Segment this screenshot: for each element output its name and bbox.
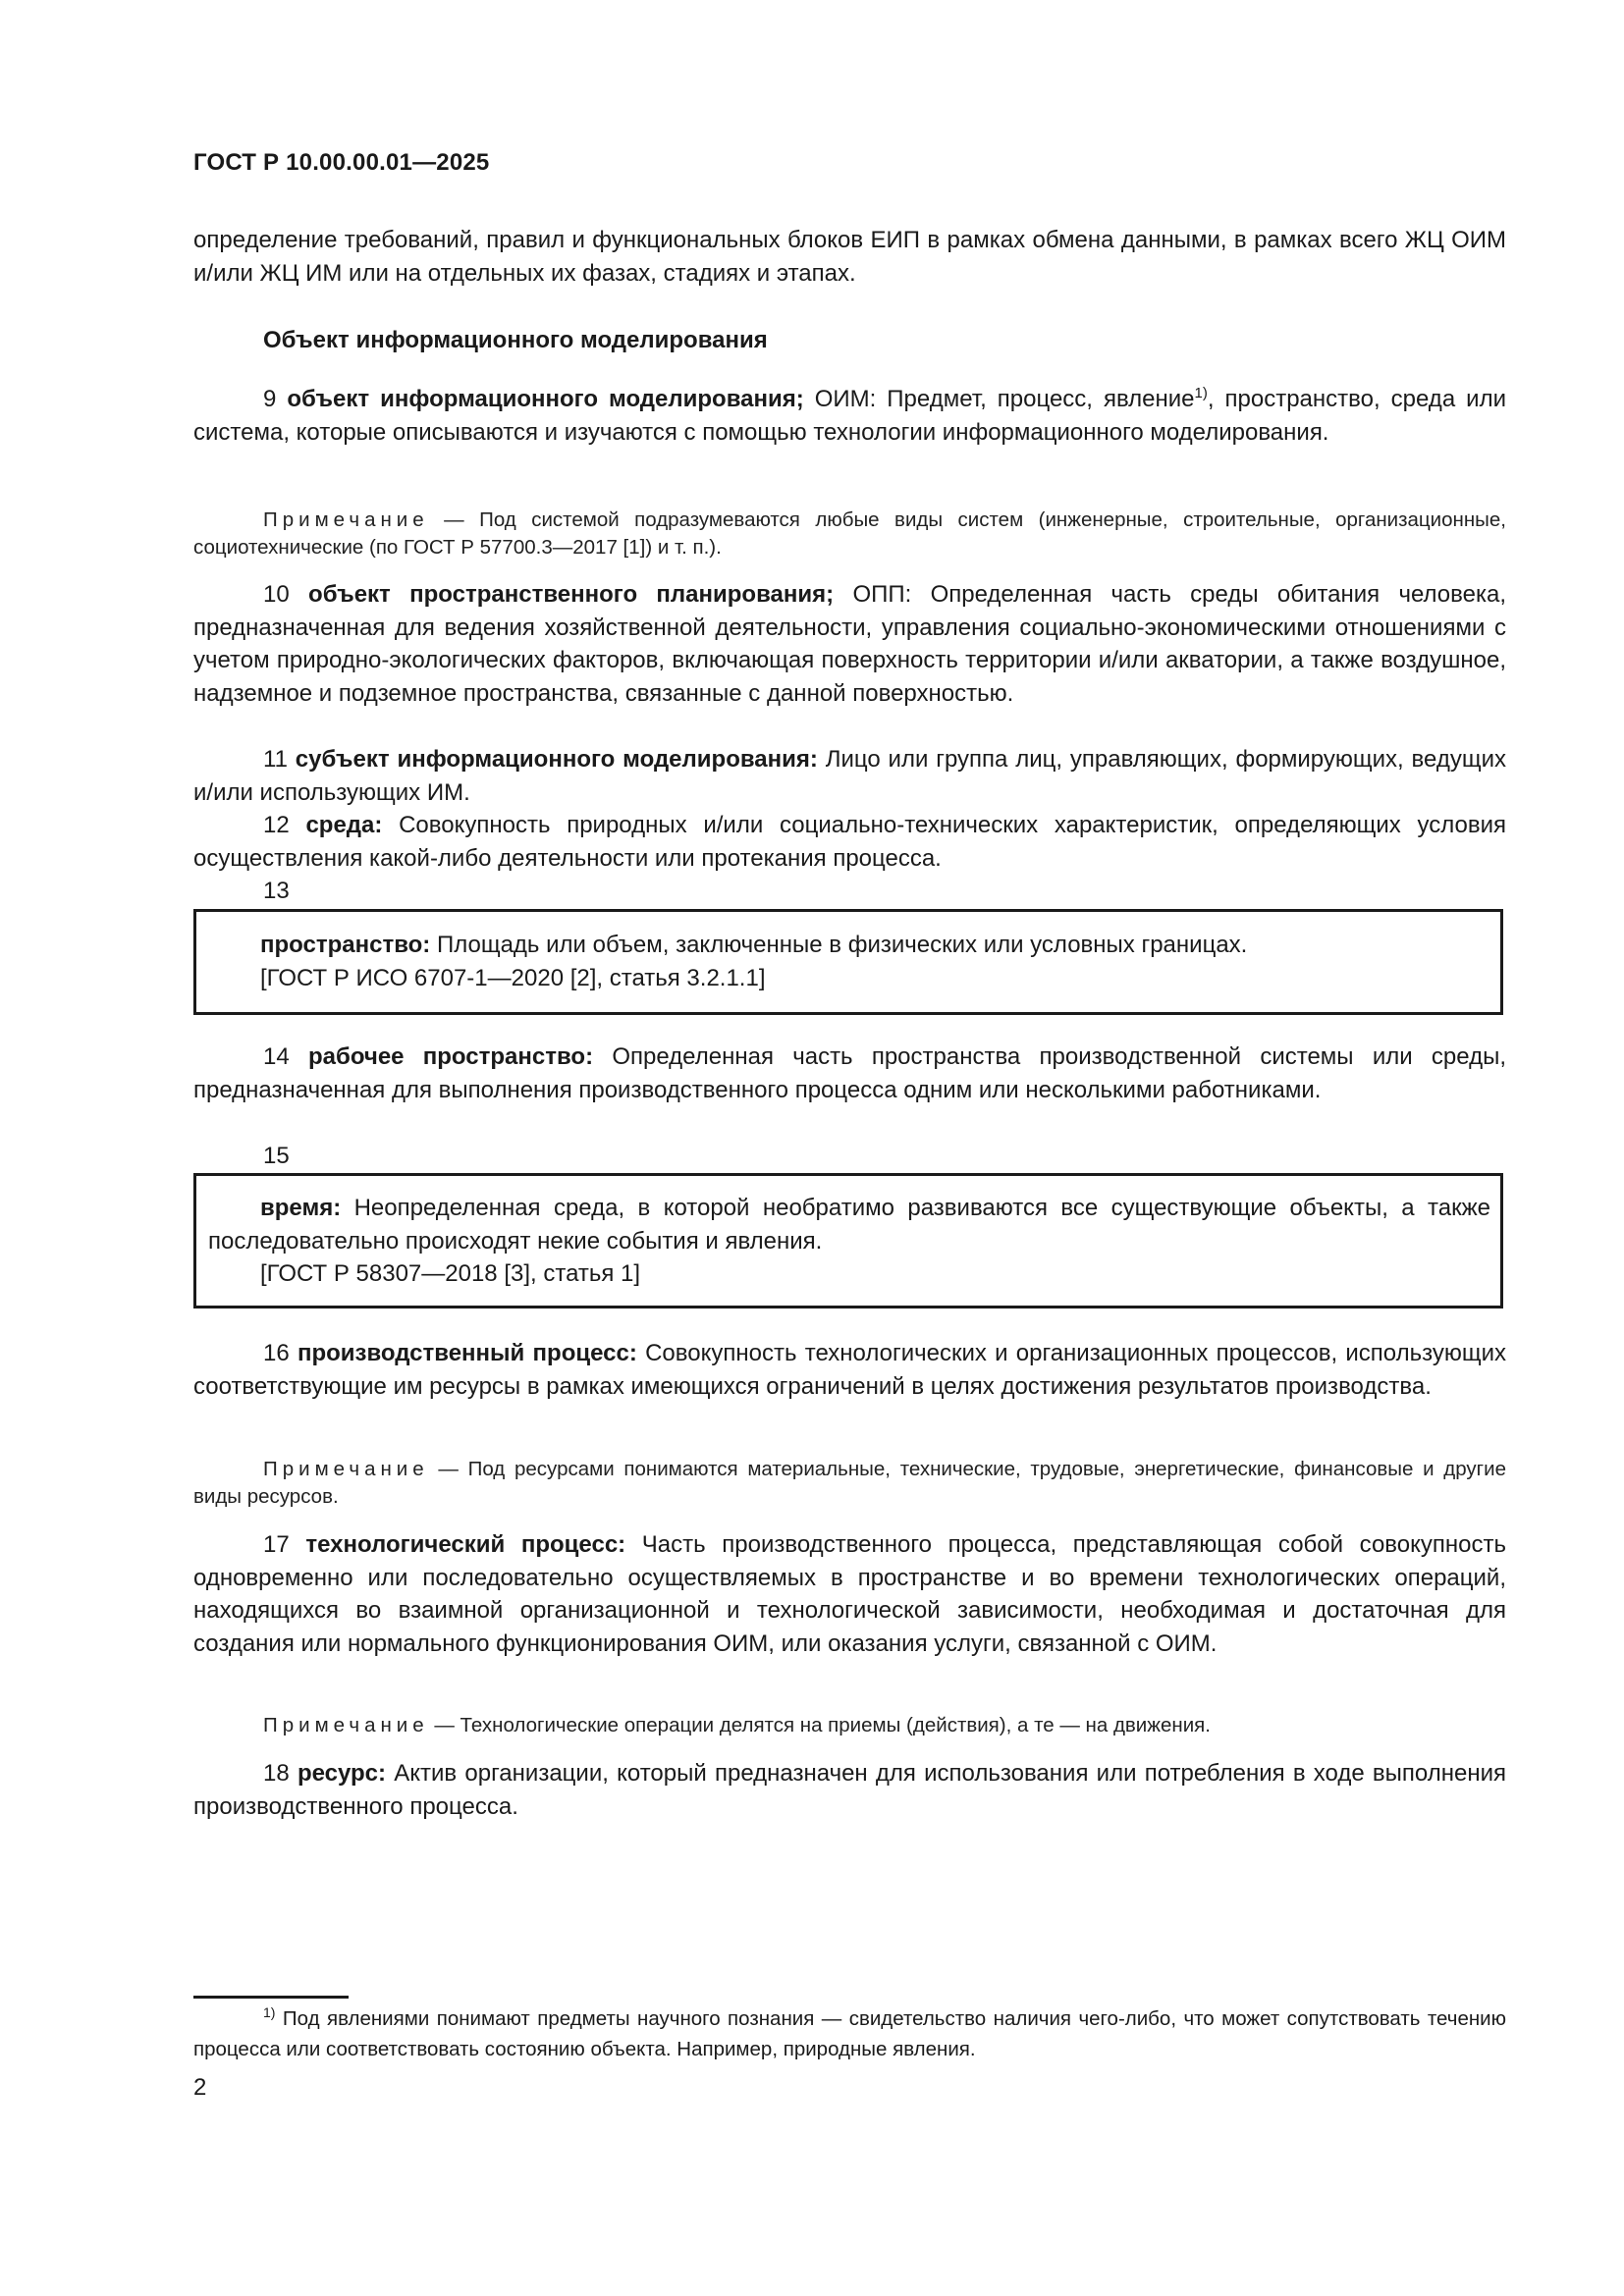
term-definition: Часть производственного процесса, представляющая собой совокупность одновременно или последовательно осуществляемых в пространстве и во времени технологических операций, находящихся во взаимной организационной и технологической зависимости, необходимая и достаточная для создания или нормального функционирования ОИМ, или оказания услуги, связанной с ОИМ.	[193, 1531, 1506, 1657]
footnote-1	[193, 2003, 1506, 2064]
term-name: производственный процесс:	[297, 1340, 637, 1366]
term-definition: ОИМ: Предмет, процесс, явление	[803, 386, 1195, 412]
term-definition: Актив организации, который предназначен для использования или потребления в ходе выполнения производственного процесса.	[193, 1760, 1507, 1820]
note-label: Примечание	[263, 1458, 429, 1480]
term-11	[193, 743, 1506, 809]
note-text: — Под системой подразумеваются любые виды систем (инженерные, строительные, организационные, социотехнические (по ГОСТ Р 57700.3—2017 [1]) и т. п.).	[193, 508, 1506, 559]
term-name: объект информационного моделирования;	[287, 386, 804, 412]
footnote-text: Под явлениями понимают предметы научного познания — свидетельство наличия чего-либо, что может сопутствовать течению процесса или соответствовать состоянию объекта. Например, природные явления.	[193, 2007, 1506, 2060]
term-name: время:	[260, 1195, 342, 1221]
term-16	[193, 1337, 1506, 1403]
intro-paragraph: определение требований, правил и функциональных блоков ЕИП в рамках обмена данными, в рамках всего ЖЦ ОИМ и/или ЖЦ ИМ или на отдельных их фазах, стадиях и этапах.	[193, 227, 1506, 287]
term-definition-cont: , пространство, среда или система, которые описываются и изучаются с помощью технологии информационного моделирования.	[193, 386, 1506, 446]
document-id-header: ГОСТ Р 10.00.00.01—2025	[193, 149, 490, 176]
term-definition: Площадь или объем, заключенные в физических или условных границах.	[430, 932, 1248, 958]
term-15-number: 15	[263, 1143, 290, 1169]
term-13	[208, 929, 1490, 962]
term-definition: Лицо или группа лиц, управляющих, формирующих, ведущих и/или использующих ИМ.	[193, 746, 1507, 806]
term-name: субъект информационного моделирования:	[295, 746, 818, 773]
term-definition: ОПП: Определенная часть среды обитания человека, предназначенная для ведения хозяйственной деятельности, управления социально-экономическими отношениями с учетом природно-экологических факторов, включающая поверхность территории и/или акватории, а также воздушное, надземное и подземное пространства, связанные с данной поверхностью.	[193, 581, 1506, 707]
term-13-number: 13	[263, 878, 290, 904]
term-15	[208, 1192, 1490, 1257]
term-name: технологический процесс:	[305, 1531, 626, 1558]
note-label: Примечание	[263, 1714, 429, 1736]
term-name: объект пространственного планирования;	[308, 581, 835, 608]
term-10	[193, 578, 1506, 710]
term-number: 11	[263, 746, 288, 773]
term-definition: Совокупность технологических и организационных процессов, использующих соответствующие им ресурсы в рамках имеющихся ограничений в целях достижения результатов производства.	[193, 1340, 1506, 1400]
term-14	[193, 1041, 1506, 1106]
term-number: 17	[263, 1531, 290, 1558]
term-name: пространство:	[260, 932, 431, 958]
term-number: 9	[263, 386, 277, 412]
term-definition: Неопределенная среда, в которой необратимо развиваются все существующие объекты, а также последовательно происходят некие события и явления.	[208, 1195, 1490, 1255]
note-text: — Под ресурсами понимаются материальные, технические, трудовые, энергетические, финансовые и другие виды ресурсов.	[193, 1458, 1506, 1508]
term-number: 16	[263, 1340, 290, 1366]
note-17	[193, 1712, 1506, 1739]
footnote-marker: 1)	[263, 2004, 276, 2020]
term-number: 12	[263, 812, 290, 838]
quoted-term-box-15	[193, 1173, 1503, 1308]
term-source: [ГОСТ Р ИСО 6707-1—2020 [2], статья 3.2.1.1]	[260, 964, 766, 991]
term-number: 18	[263, 1760, 290, 1787]
term-9	[193, 383, 1506, 449]
term-definition: Определенная часть пространства производственной системы или среды, предназначенная для выполнения производственного процесса одним или несколькими работниками.	[193, 1043, 1506, 1103]
note-9	[193, 507, 1506, 561]
term-name: среда:	[305, 812, 383, 838]
term-17	[193, 1528, 1506, 1660]
note-text: — Технологические операции делятся на приемы (действия), а те — на движения.	[428, 1714, 1211, 1736]
term-name: ресурс:	[297, 1760, 387, 1787]
term-number: 14	[263, 1043, 290, 1070]
note-label: Примечание	[263, 508, 429, 531]
section-heading: Объект информационного моделирования	[263, 327, 768, 353]
term-number: 10	[263, 581, 290, 608]
footnote-ref-link[interactable]: 1)	[1194, 385, 1208, 401]
quoted-term-box-13	[193, 909, 1503, 1015]
term-definition: Совокупность природных и/или социально-технических характеристик, определяющих условия осуществления какой-либо деятельности или протекания процесса.	[193, 812, 1506, 872]
footnote-separator	[193, 1996, 349, 1999]
term-18	[193, 1757, 1506, 1823]
term-12	[193, 809, 1506, 875]
page-number: 2	[193, 2074, 207, 2101]
term-source: [ГОСТ Р 58307—2018 [3], статья 1]	[260, 1260, 641, 1287]
note-16	[193, 1456, 1506, 1511]
term-name: рабочее пространство:	[307, 1043, 594, 1070]
